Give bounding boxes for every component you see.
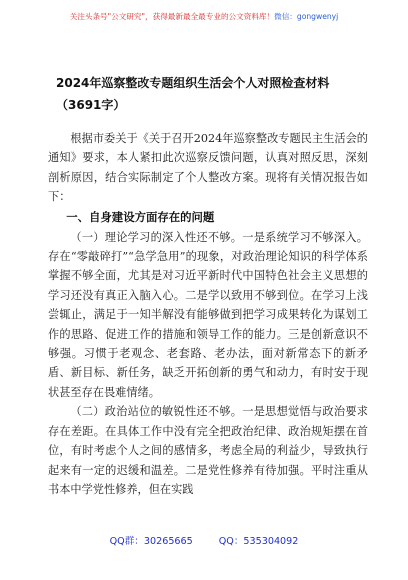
top-banner — [0, 12, 408, 22]
body-paragraph: （一）理论学习的深入性还不够。一是系统学习不够深入。存在“零敲碎打”“急学急用”的现象，对政治理论知识的科学体系掌握不够全面，尤其是对习近平新时代中国特色社会主义思想的学习还没有真正入脑入心。二是学以致用不够到位。在学习上浅尝辄止，满足于一知半解没有能够做到把学习成果转化为谋划工作的思路、促进工作的措施和领导工作的能力。三是创新意识不够强。习惯于老观念、老套路、老办法，面对新常态下的新矛盾、新目标、新任务，缺乏开拓创新的勇气和动力，有时安于现状甚至存在畏难情绪。 — [48, 230, 368, 399]
document-body — [48, 129, 368, 499]
intro-paragraph: 根据市委关于《关于召开2024年巡察整改专题民主生活会的通知》要求，本人紧扣此次巡察反馈问题，认真对照反思，深刻剖析原因，结合实际制定了个人整改方案。现将有关情况报告如下： — [48, 132, 368, 204]
footer-contact — [0, 536, 408, 548]
document-title: 2024年巡察整改专题组织生活会个人对照检查材料（3691字） — [56, 76, 330, 112]
section-heading: 一、自身建设方面存在的问题 — [66, 209, 215, 224]
banner-wechat-text: 微信：gongwenyj — [274, 12, 339, 21]
banner-promo-text: 关注头条号"公文研究"，获得最新最全最专业的公文资料库！ — [69, 12, 275, 21]
footer-qq-number: QQ：535304092 — [218, 536, 299, 547]
body-paragraph: （二）政治站位的敏锐性还不够。一是思想觉悟与政治要求存在差距。在具体工作中没有完全把政治纪律、政治规矩摆在首位，有时考虑个人之间的感情多，考虑全局的利益少，导致执行起来有一定的迟缓和温差。二是党性修养有待加强。平时注重从书本中学党性修养，但在实践 — [48, 405, 368, 496]
footer-qq-group: QQ群：30265665 — [109, 536, 193, 547]
